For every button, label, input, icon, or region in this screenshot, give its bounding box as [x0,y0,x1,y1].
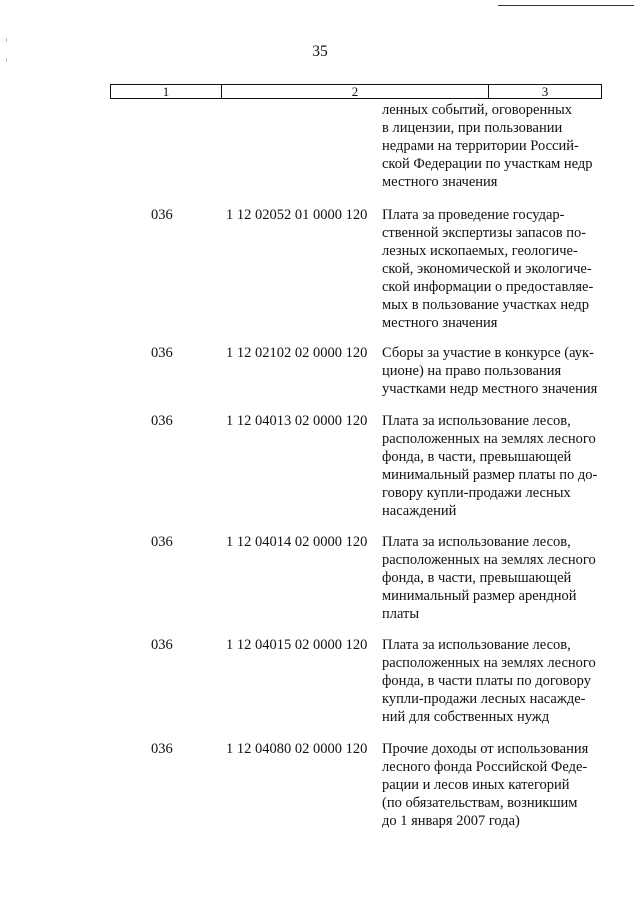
column-header-2: 2 [222,85,489,98]
admin-code: 036 [151,345,173,361]
budget-classification-code: 1 12 04080 02 0000 120 [226,741,368,757]
budget-classification-code: 1 12 04013 02 0000 120 [226,413,368,429]
table-row [0,533,640,622]
budget-classification-code: 1 12 02102 02 0000 120 [226,345,368,361]
admin-code: 036 [151,207,173,223]
budget-classification-code: 1 12 02052 01 0000 120 [226,207,368,223]
table-row [0,344,640,397]
budget-classification-code: 1 12 04015 02 0000 120 [226,637,368,653]
admin-code: 036 [151,637,173,653]
income-description: Прочие доходы от использования лесного фонда Российской Феде- рации и лесов иных категорий (по обязательствам, возникшим до 1 января 2007 года) [382,741,589,829]
table-row [0,412,640,519]
income-description: Плата за использование лесов, расположенных на землях лесного фонда, в части, превышающей минимальный размер платы по до- говору купли-продажи лесных насаждений [382,413,598,519]
column-header-3: 3 [541,84,549,99]
admin-code: 036 [151,534,173,550]
top-rule [498,5,634,6]
income-description: Плата за проведение государ- ственной экспертизы запасов по- лезных ископаемых, геологиче- ской, экономической и экологиче- ской информации о предоставляе- мых в пользование участках недр местного значения [382,207,594,331]
column-header-1: 1 [111,85,222,98]
table-row [0,636,640,725]
table-header [110,84,602,99]
budget-classification-code: 1 12 04014 02 0000 120 [226,534,368,550]
admin-code: 036 [151,741,173,757]
admin-code: 036 [151,413,173,429]
income-description: Сборы за участие в конкурсе (аук- ционе) на право пользования участками недр местного значения [382,345,598,397]
page-number: 35 [312,43,328,60]
table-row [0,206,640,331]
table-row [0,740,640,829]
continued-description: ленных событий, оговоренных в лицензии, при пользовании недрами на территории Россий- ской Федерации по участкам недр местного значения [382,102,593,190]
income-description: Плата за использование лесов, расположенных на землях лесного фонда, в части, превышающей минимальный размер арендной платы [382,534,596,622]
income-description: Плата за использование лесов, расположенных на землях лесного фонда, в части платы по договору купли-продажи лесных насажде- ний для собственных нужд [382,637,596,725]
margin-mark [6,38,7,42]
